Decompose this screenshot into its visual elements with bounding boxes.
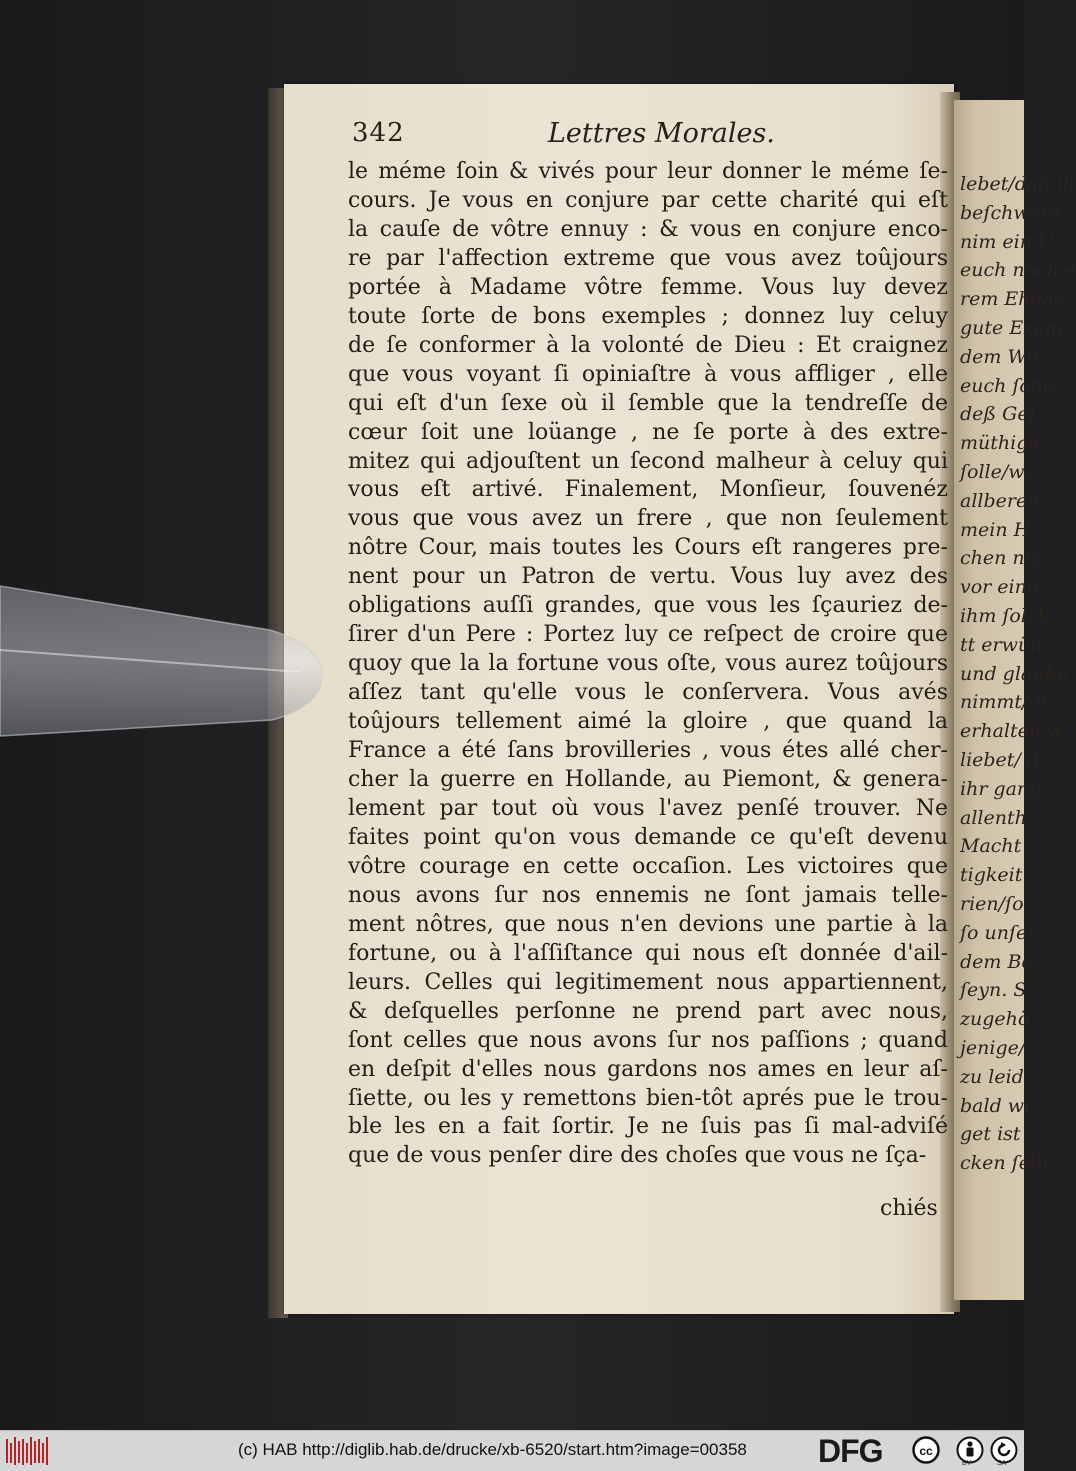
facing-text-fragment: jenige/ [960,1036,1026,1059]
text-line: portée à Madame vôtre femme. Vous luy devez [348,274,948,300]
facing-text-fragment: nimmt/ih [960,691,1047,714]
text-line: ſont celles que nous avons ſur nos paſſions ; quand [348,1027,948,1053]
text-line: toute ſorte de bons exemples ; donnez luy celuy [348,303,948,329]
catchword: chiés [880,1196,938,1221]
text-line: nous avons ſur nos ennemis ne ſont jamais telle- [348,882,948,908]
barcode-icon [6,1437,48,1465]
sa-label: SA [997,1460,1007,1467]
text-line: que vous voyant ſi opiniaſtre à vous affliger , elle [348,361,948,387]
text-line: re par l'affection extreme que vous avez toûjours [348,245,948,271]
facing-page [954,100,1076,1300]
svg-text:cc: cc [919,1444,933,1458]
facing-text-fragment: ſeyn. S [960,979,1027,1002]
facing-text-fragment: bald wi [960,1094,1031,1117]
facing-text-fragment: deß Geſ [960,403,1036,426]
facing-text-fragment: liebet/ d [960,748,1040,771]
facing-page-text [960,170,1076,1178]
facing-text-fragment: cken ſelb [960,1152,1049,1175]
text-line: obligations auſſi grandes, que vous les ſçauriez de- [348,593,948,619]
creative-commons-icon[interactable] [912,1436,940,1464]
facing-text-fragment: ſolle/we [960,460,1036,483]
facing-text-fragment: ihr gang [960,777,1042,800]
text-line: ſirer d'un Pere : Portez luy ce reſpect de croire que [348,622,948,648]
text-line: lement par tout où vous l'avez penſé trouver. Ne [348,795,948,821]
facing-text-fragment: gute Exem [960,316,1064,339]
facing-text-fragment: ihm ſolch [960,604,1050,627]
text-line: ſiette, ou les y remettons bien-tôt aprés pue le trou- [348,1085,948,1111]
text-line: & deſquelles perſonne ne prend part avec nous, [348,998,948,1024]
text-line: fortune, ou à l'aſſiſtance qui nous eſt donnée d'ail- [348,940,948,966]
facing-text-fragment: müthigk [960,432,1040,455]
text-line: en deſpit d'elles nous gardons nos ames en leur aſ- [348,1056,948,1082]
text-line: aſſez tant qu'elle vous le conſervera. Vous avés [348,680,948,706]
page-number: 342 [352,118,405,148]
text-line: ment nôtres, que nous n'en devions une partie à la [348,911,948,937]
viewer-footer [0,1430,1024,1471]
facing-text-fragment: beſchwere [960,201,1062,224]
facing-text-fragment: ſo unſer [960,921,1037,944]
facing-text-fragment: zu leid [960,1065,1024,1088]
page-body-text [348,158,948,1171]
facing-text-fragment: dem Wil [960,345,1039,368]
facing-text-fragment: rem Ehega [960,288,1066,311]
running-title: Lettres Morales. [548,118,775,149]
text-line: nôtre Cour, mais toutes les Cours eſt rangeres pre- [348,535,948,561]
text-line: cher la guerre en Hollande, au Piemont, & genera- [348,767,948,793]
facing-text-fragment: und glaube [960,662,1068,685]
text-line: nent pour un Patron de vertu. Vous luy avez des [348,564,948,590]
facing-text-fragment: dem Be [960,950,1033,973]
page-header [352,118,942,158]
facing-text-fragment: rien/ſo [960,892,1024,915]
page-clamp-icon [0,580,330,740]
by-label: BY [962,1460,972,1467]
facing-text-fragment: zugehö [960,1008,1030,1031]
text-line: toûjours tellement aimé la gloire , que quand la [348,709,948,735]
facing-text-fragment: get ist [960,1123,1021,1146]
text-line: ble les en a fait ſortir. Je ne ſuis pas ſi mal-adviſé [348,1114,948,1140]
facing-text-fragment: nim ein U [960,230,1054,253]
facing-text-fragment: allbereit [960,489,1041,512]
facing-text-fragment: vor eine [960,576,1039,599]
text-line: cœur ſoit une loüange , ne ſe porte à des extre- [348,419,948,445]
text-line: mitez qui adjouſtent un ſecond malheur à celuy qui [348,448,948,474]
facing-text-fragment: allenth [960,806,1027,829]
facing-text-fragment: chen nic [960,547,1042,570]
facing-text-fragment: Macht [960,835,1022,858]
text-line: leurs. Celles qui legitimement nous appartiennent, [348,969,948,995]
text-line: vous que vous avez un frere , que non ſeulement [348,506,948,532]
facing-text-fragment: mein H [960,518,1031,541]
text-line: qui eſt d'un ſexe où il ſemble que la tendreſſe de [348,390,948,416]
text-line: France a été ſans brovilleries , vous étes allé cher- [348,738,948,764]
dfg-logo: DFG [818,1433,883,1469]
facing-text-fragment: euch noch e [960,259,1076,282]
text-line: que de vous penſer dire des choſes que vous ne ſça- [348,1143,927,1169]
text-line: vôtre courage en cette occaſion. Les victoires que [348,853,948,879]
text-line: quoy que la la fortune vous oſte, vous aurez toûjours [348,651,948,677]
text-line: de ſe conformer à la volonté de Dieu : Et craignez [348,332,948,358]
text-line: le méme ſoin & vivés pour leur donner le méme ſe- [348,159,948,184]
facing-text-fragment: erhalten w [960,720,1064,743]
facing-text-fragment: tt erwün [960,633,1043,656]
copyright-link[interactable]: (c) HAB http://diglib.hab.de/drucke/xb-6520/start.htm?image=00358 [238,1440,747,1459]
facing-text-fragment: tigkeit [960,864,1023,887]
text-line: cours. Je vous en conjure par cette charité qui eſt [348,187,948,213]
facing-text-fragment: lebet/daß ih [960,173,1076,195]
text-line: faites point qu'on vous demande ce qu'eſt devenu [348,824,948,850]
text-line: la cauſe de vôtre ennuy : & vous en conjure enco- [348,216,948,242]
facing-text-fragment: euch ſohe [960,374,1055,397]
text-line: vous eſt artivé. Finalement, Monſieur, ſouvenéz [348,477,948,503]
